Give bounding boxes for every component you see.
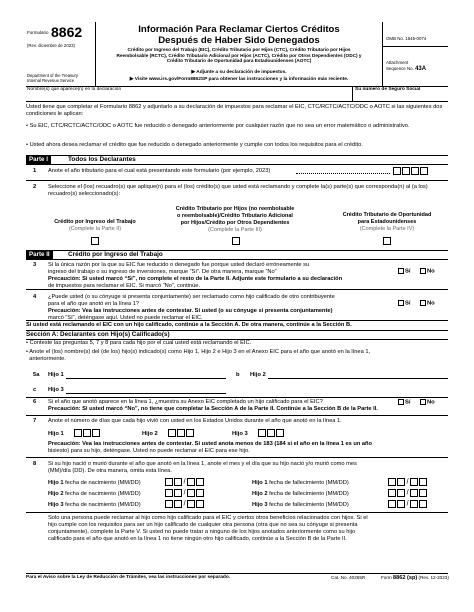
line-3-number: 3 [33,262,37,268]
line-5a-child1-label: Hijo 1 [48,372,64,378]
attachment-label: Attachment [386,60,409,65]
child2-death-row: Hijo 2 fecha de fallecimiento (MM/DD) [252,491,349,497]
part1-label: Parte I [26,156,51,164]
visit-icon: ▶ [129,77,135,82]
line-7-caution: Precaución: Vea las instrucciones antes de contestar. Si usted anota menos de 183 (184 si el año en la línea 1 es un año bisiesto) para su hijo, deténgase. Usted no puede reclamar el EIC para ese hijo. [48,441,372,455]
footer-paperwork-notice: Para el Aviso sobre la Ley de Reducción de Trámites, vea las instrucciones por separado. [26,575,231,580]
line-6-text: Si el año que anotó aparece en la línea 1, ¿muestra su Anexo EIC completado un hijo calificado para el EIC? Precaución: Si usted marcó “No”, no tiene que completar la Sección A de la Parte II. Continúe a la Sección B de la Parte II. [48,399,378,413]
attach-note: ▶ Adjunte a su declaración de impuestos. [191,70,287,75]
intro-text: Usted tiene que completar el Formulario 8862 y adjuntarlo a su declaración de impuestos para reclamar el EIC, CTC/RCTC/ACTC/ODC o AOTC si las siguientes dos condiciones le aplican: [26,104,443,118]
line-5c-number: c [33,387,37,393]
line-1-text: Anote el año tributario para el cual está presentando este formulario (por ejemplo, 2023) [48,168,271,174]
line-7-text: Anote el número de días que cada hijo vivió con usted en los Estados Unidos durante el año que anotó en la línea 1. [48,418,342,424]
line-5b-child2-label: Hijo 2 [250,372,266,378]
footer-form-id: Form 8862 (sp) (Rev. 12-2023) [381,575,449,581]
child1-name-input[interactable] [66,372,226,379]
line-6-number: 6 [33,399,37,405]
child2-death-input[interactable]: / [388,489,427,498]
credit-aotc-label: Crédito Tributario de Oportunidad para Estadounidenses (Complete la Parte IV) [342,212,432,232]
line-3-text: Si la única razón por la que su EIC fue reducido o denegado fue porque usted declaró erróneamente su ingreso del trabajo o su ingreso de inversiones, marque “Sí”. De otra manera, marque “No” Precaución: Si usted marcó “Sí”, no complete el resto de la Parte II. Adjunte este formulario a su declaración de impuestos para reclamar el EIC. Si marcó “No”, continúe. [48,262,343,290]
child3-birth-row: Hijo 3 fecha de nacimiento (MM/DD) [48,502,141,508]
child1-birth-row: Hijo 1 fecha de nacimiento (MM/DD) [48,480,141,486]
line-7-child1-days[interactable] [74,429,100,437]
line-7-number: 7 [33,418,37,424]
form-title-line1: Información Para Reclamar Ciertos Créditos [138,24,340,35]
form-title-line2: Después de Haber Sido Denegados [158,35,320,46]
intro-bullet-2: • Usted ahora desea reclamar el crédito que fue reducido o denegado anteriormente y cumple con todos los requisitos para el crédito. [26,142,363,148]
line-9-text: Solo una persona puede reclamar al hijo como hijo calificado para el EIC y ciertos otros beneficios relacionados con hijos. Si el hijo cumple con los requisitos para ser un hijo calificado de cualquier otra persona (otra que no sea su cónyuge si presenta conjuntamente), complete la Parte V. Si usted no puede tratar a ninguno de los hijos anotados anteriormente como su hijo calificado para el año que anotó en la línea 1 no tiene ningún otro hijo calificado, continúe a la Sección B de la Parte II. [48,515,368,543]
child2-name-input[interactable] [268,372,448,379]
line-2-number: 2 [33,184,37,190]
section-a-title: Sección A: Declarantes con Hijo(s) Calificado(s) [26,331,170,338]
child3-death-input[interactable]: / [388,500,427,509]
line-7-child1-label: Hijo 1 [48,431,64,437]
part1-title: Todos los Declarantes [68,156,136,163]
line-7-child3-label: Hijo 3 [232,431,248,437]
part2-label: Parte II [26,251,53,259]
credit-ctc-checkbox[interactable] [232,237,240,245]
child2-birth-input[interactable]: / [165,489,204,498]
year-digit-4[interactable] [420,167,428,175]
line-5c-child3-label: Hijo 3 [48,387,64,393]
line-2-text: Seleccione el (los) recuadro(s) que aplique(n) para el (los) crédito(s) que usted está reclamando y complete la(s) parte(s) que corresponda(n) al (a los) recuadro(s) seleccionado(s): [48,184,428,198]
child1-death-row: Hijo 1 fecha de fallecimiento (MM/DD) [252,480,349,486]
year-digit-2[interactable] [402,167,410,175]
intro-bullet-1: • Su EIC, CTC/RCTC/ACTC/ODC o AOTC fue reducido o denegado anteriormente por cualquier razón que no sea un error matemático o administrativo. [26,123,410,129]
year-digit-1[interactable] [393,167,401,175]
section-routing-note: Si usted está reclamando el EIC con un hijo calificado, continúe a la Sección A. De otra manera, continúe a la Sección B. [26,322,352,328]
child3-birth-input[interactable]: / [165,500,204,509]
line-1-number: 1 [33,168,37,174]
form-subtitle: Crédito por Ingreso del Trabajo (EIC), Crédito Tributario por Hijos (CTC), Crédito Tributario por Hijos Reembolsable (RCTC), Crédito Tributario Adicional por Hijos (ACTC), Crédito por Otros Dependientes (ODC) y Crédito Tributario de Oportunidad para Estadounidenses (AOTC) [116,47,362,64]
line-8-text: Si su hijo nació o murió durante el año que anotó en la línea 1, anote el mes y el día que su hijo nació y/o murió como mes (MM)/día (DD). De otra manera, omita esta línea. [48,461,357,475]
form-label: Formulario [27,30,49,35]
part2-title: Crédito por Ingreso del Trabajo [68,251,163,258]
form-revision: (Rev. diciembre de 2023) [27,43,75,48]
line-7-child3-days[interactable] [258,429,284,437]
line-4-yes[interactable]: Sí [398,300,410,308]
line-5a-number: 5a [33,372,40,378]
credit-eic-checkbox[interactable] [91,237,99,245]
credit-eic-label: Crédito por Ingreso del Trabajo (Complete la Parte II) [54,219,136,232]
year-input[interactable] [393,167,428,175]
department-line: Department of the Treasury [27,73,78,78]
child3-death-row: Hijo 3 fecha de fallecimiento (MM/DD) [252,502,349,508]
name-input[interactable] [27,93,349,101]
line-7-child2-label: Hijo 2 [142,431,158,437]
ssn-input[interactable] [355,93,447,101]
ssn-label: Su número de Seguro Social [355,87,421,92]
name-label: Nombre(s) que aparece(n) en la declaración [27,87,122,92]
attach-icon: ▶ [191,70,197,75]
visit-note: ▶ Visite www.irs.gov/Form8862SP para obtener las instrucciones y la información más reciente. [129,77,349,82]
line-7-child2-days[interactable] [168,429,194,437]
line-3-yes[interactable]: Sí [398,268,410,276]
section-a-bullet-1: • Conteste las preguntas 5, 7 y 8 para cada hijo por el cual usted está reclamando el EIC. [26,340,252,346]
line-3-no[interactable]: No [420,268,435,276]
child1-birth-input[interactable]: / [165,478,204,487]
omb-number: OMB No. 1545-0074 [386,36,427,41]
line-4-number: 4 [33,294,37,300]
irs-line: Internal Revenue Service [27,78,75,83]
credit-aotc-checkbox[interactable] [383,237,391,245]
child2-birth-row: Hijo 2 fecha de nacimiento (MM/DD) [48,491,141,497]
sequence-label: Sequence No. 43A [386,66,427,72]
form-number: 8862 [51,24,83,40]
section-a-bullet-2: • Anote el (los) nombre(s) del (de los) hijo(s) indicado(s) como Hijo 1, Hijo 2 e Hijo 3 en el Anexo EIC para el año que anotó en la línea 1, anteriormente. [26,349,371,363]
child1-death-input[interactable]: / [388,478,427,487]
line-4-text: ¿Puede usted (o su cónyuge si presenta conjuntamente) ser reclamado como hijo calificado de otro contribuyente para el año que anotó en la línea 1? Precaución: Vea las instrucciones antes de contestar. Si usted (o su cónyuge si presenta conjuntamente) marcó “Sí”, deténgase aquí. Usted no puede reclamar el EIC. [48,294,335,322]
line-6-yes[interactable]: Sí [398,399,410,407]
line-8-number: 8 [33,461,37,467]
line-4-no[interactable]: No [420,300,435,308]
year-digit-3[interactable] [411,167,419,175]
footer-cat-no: Cat. No. 40265R [331,575,366,580]
line-6-no[interactable]: No [420,399,435,407]
line-5b-number: b [236,372,240,378]
child3-name-input[interactable] [66,387,226,394]
credit-ctc-label: Crédito Tributario por Hijos (no reembolsable o reembolsable)/Crédito Tributario Adicional por Hijos/Crédito por Otros Dependientes (Complete la Parte III) [175,206,295,233]
